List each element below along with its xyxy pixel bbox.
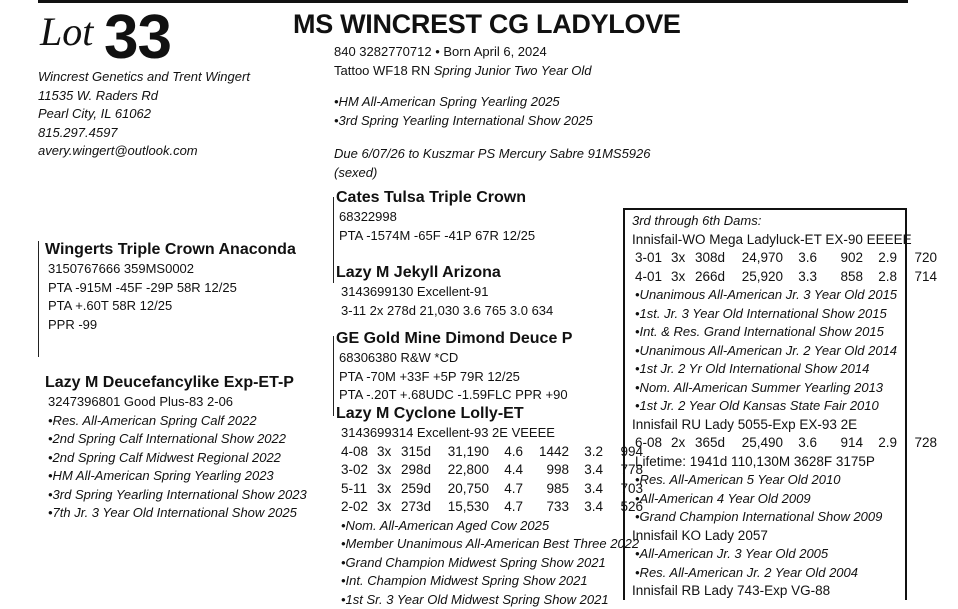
record-cell: 733 [529,498,575,517]
dam-honor: •HM All-American Spring Yearling 2023 [48,467,307,486]
record-cell: 994 [609,443,649,462]
record-cell: 3x [377,443,401,462]
record-cell: 25,490 [733,434,789,453]
box-header: 3rd through 6th Dams: [632,212,943,231]
sire-pta-type: PTA +.60T 58R 12/25 [48,297,296,316]
sire-reg: 3150767666 359MS0002 [48,260,296,279]
dam4-name: Innisfail RU Lady 5055-Exp EX-93 2E [632,416,943,435]
record-cell: 3x [671,268,695,287]
owner-block [38,68,250,161]
dam3-name: Innisfail-WO Mega Ladyluck-ET EX-90 EEEEE [632,231,943,250]
record-cell: 25,920 [733,268,789,287]
record-cell: 858 [823,268,869,287]
sire-bracket-line [38,241,39,357]
record-row [341,480,649,499]
dam-sire-bracket-line [333,336,334,416]
dam3-records [635,249,943,286]
dam3-honor: •Int. & Res. Grand International Show 2015 [635,323,943,342]
record-cell: 4.7 [495,480,529,499]
dam-block [45,374,307,523]
dam4-record [635,434,943,453]
record-cell: 914 [823,434,869,453]
dam-sire-pta-type: PTA -.20T +.68UDC -1.59FLC PPR +90 [339,386,572,405]
dam-dam-name: Lazy M Cyclone Lolly-ET [336,405,649,423]
sire-sire-details [339,208,535,245]
record-cell: 4.7 [495,498,529,517]
record-cell: 3.6 [789,434,823,453]
dam5-name: Innisfail KO Lady 2057 [632,527,943,546]
dam-dam-honor: •Int. Champion Midwest Spring Show 2021 [341,572,649,591]
animal-name-title: MS WINCREST CG LADYLOVE [293,9,681,40]
lot-label: Lot [40,8,93,55]
record-cell: 526 [609,498,649,517]
record-cell: 728 [903,434,943,453]
record-cell: 5-11 [341,480,377,499]
record-cell: 31,190 [439,443,495,462]
subject-reg-line: 840 3282770712 • Born April 6, 2024 [334,43,547,62]
sire-name: Wingerts Triple Crown Anaconda [45,241,296,259]
dam5-honors [635,545,943,582]
record-cell: 3x [377,461,401,480]
record-cell: 3.3 [789,268,823,287]
record-cell: 4-01 [635,268,671,287]
dam-dam-records [341,443,649,517]
extended-dams-content [632,212,943,601]
record-cell: 273d [401,498,439,517]
owner-address: 11535 W. Raders Rd [38,87,250,106]
record-cell: 3-02 [341,461,377,480]
record-cell: 24,970 [733,249,789,268]
record-cell: 902 [823,249,869,268]
record-cell: 720 [903,249,943,268]
record-cell: 3.4 [575,480,609,499]
record-cell: 778 [609,461,649,480]
dam-name: Lazy M Deucefancylike Exp-ET-P [45,374,307,392]
dam-honor: •2nd Spring Calf International Show 2022 [48,430,307,449]
dam-honor: •2nd Spring Calf Midwest Regional 2022 [48,449,307,468]
record-cell: 4-08 [341,443,377,462]
sire-details [48,260,296,334]
record-cell: 4.6 [495,443,529,462]
subject-honors [334,93,593,130]
honor-line: •HM All-American Spring Yearling 2025 [334,93,593,112]
dam5-honor: •Res. All-American Jr. 2 Year Old 2004 [635,564,943,583]
record-cell: 2x [671,434,695,453]
sire-sire-name: Cates Tulsa Triple Crown [336,189,535,207]
record-row [635,434,943,453]
record-row [635,268,943,287]
dam3-honor: •1st Jr. 2 Year Old Kansas State Fair 2010 [635,397,943,416]
sire-pta: PTA -915M -45F -29P 58R 12/25 [48,279,296,298]
dam5-honor: •All-American Jr. 3 Year Old 2005 [635,545,943,564]
dam6-name: Innisfail RB Lady 743-Exp VG-88 [632,582,943,601]
record-cell: 20,750 [439,480,495,499]
sire-sire-pta: PTA -1574M -65F -41P 67R 12/25 [339,227,535,246]
tattoo-text: Tattoo WF18 RN [334,63,430,78]
record-cell: 3.4 [575,461,609,480]
dam3-honor: •1st. Jr. 3 Year Old International Show 2015 [635,305,943,324]
subject-tattoo [334,62,591,81]
dam-dam-honor: •Grand Champion Midwest Spring Show 2021 [341,554,649,573]
dam4-honor: •All-American 4 Year Old 2009 [635,490,943,509]
lot-number: 33 [104,2,171,73]
sire-sire-bracket-line [333,197,334,283]
dam4-honors [635,471,943,527]
record-cell: 15,530 [439,498,495,517]
dam-reg: 3247396801 Good Plus-83 2-06 [48,393,307,412]
record-cell: 6-08 [635,434,671,453]
sire-dam-block [336,264,553,320]
dam-sire-pta: PTA -70M +33F +5P 79R 12/25 [339,368,572,387]
dam-sire-details [339,349,572,405]
sire-ppr: PPR -99 [48,316,296,335]
dam-honor: •7th Jr. 3 Year Old International Show 2025 [48,504,307,523]
dam-sire-reg: 68306380 R&W *CD [339,349,572,368]
class-text: Spring Junior Two Year Old [434,63,592,78]
due-sexed: (sexed) [334,164,651,183]
record-cell: 266d [695,268,733,287]
dam3-honors [635,286,943,416]
record-row [341,498,649,517]
dam-dam-block [336,405,649,609]
sire-sire-reg: 68322998 [339,208,535,227]
record-cell: 703 [609,480,649,499]
record-cell: 315d [401,443,439,462]
dam-dam-honor: •1st Sr. 3 Year Old Midwest Spring Show 2021 [341,591,649,609]
record-cell: 3-01 [635,249,671,268]
record-cell: 3.2 [575,443,609,462]
record-cell: 308d [695,249,733,268]
dam3-honor: •Nom. All-American Summer Yearling 2013 [635,379,943,398]
record-cell: 1442 [529,443,575,462]
record-row [341,443,649,462]
dam-details [48,393,307,523]
dam-honor: •3rd Spring Yearling International Show 2023 [48,486,307,505]
sire-dam-name: Lazy M Jekyll Arizona [336,264,553,282]
record-cell: 3.6 [789,249,823,268]
sire-sire-block [336,189,535,245]
dam-sire-block [336,330,572,405]
honor-line: •3rd Spring Yearling International Show 2025 [334,112,593,131]
record-cell: 2.8 [869,268,903,287]
record-cell: 3.4 [575,498,609,517]
sire-dam-details [341,283,553,320]
record-cell: 3x [377,480,401,499]
record-row [341,461,649,480]
dam-sire-name: GE Gold Mine Dimond Deuce P [336,330,572,348]
owner-city: Pearl City, IL 61062 [38,105,250,124]
sire-dam-record: 3-11 2x 278d 21,030 3.6 765 3.0 634 [341,302,553,321]
sire-dam-reg: 3143699130 Excellent-91 [341,283,553,302]
sire-block [45,241,296,334]
record-cell: 3x [671,249,695,268]
record-cell: 298d [401,461,439,480]
dam-dam-reg: 3143699314 Excellent-93 2E VEEEE [341,424,649,443]
dam3-honor: •1st Jr. 2 Yr Old International Show 2014 [635,360,943,379]
dam-dam-honor: •Member Unanimous All-American Best Three 2022 [341,535,649,554]
record-cell: 3x [377,498,401,517]
owner-name: Wincrest Genetics and Trent Wingert [38,68,250,87]
due-date-block [334,145,651,182]
dam-dam-honors [341,517,649,609]
record-cell: 22,800 [439,461,495,480]
record-cell: 2.9 [869,249,903,268]
record-cell: 259d [401,480,439,499]
dam4-honor: •Grand Champion International Show 2009 [635,508,943,527]
record-cell: 4.4 [495,461,529,480]
owner-email: avery.wingert@outlook.com [38,142,250,161]
record-cell: 714 [903,268,943,287]
dam3-honor: •Unanimous All-American Jr. 2 Year Old 2014 [635,342,943,361]
dam4-lifetime: Lifetime: 1941d 110,130M 3628F 3175P [635,453,943,472]
record-cell: 998 [529,461,575,480]
owner-phone: 815.297.4597 [38,124,250,143]
dam3-honor: •Unanimous All-American Jr. 3 Year Old 2015 [635,286,943,305]
dam-honor: •Res. All-American Spring Calf 2022 [48,412,307,431]
record-cell: 985 [529,480,575,499]
dam-dam-honor: •Nom. All-American Aged Cow 2025 [341,517,649,536]
record-cell: 365d [695,434,733,453]
dam4-honor: •Res. All-American 5 Year Old 2010 [635,471,943,490]
record-cell: 2-02 [341,498,377,517]
due-line: Due 6/07/26 to Kuszmar PS Mercury Sabre 91MS5926 [334,145,651,164]
record-cell: 2.9 [869,434,903,453]
record-row [635,249,943,268]
